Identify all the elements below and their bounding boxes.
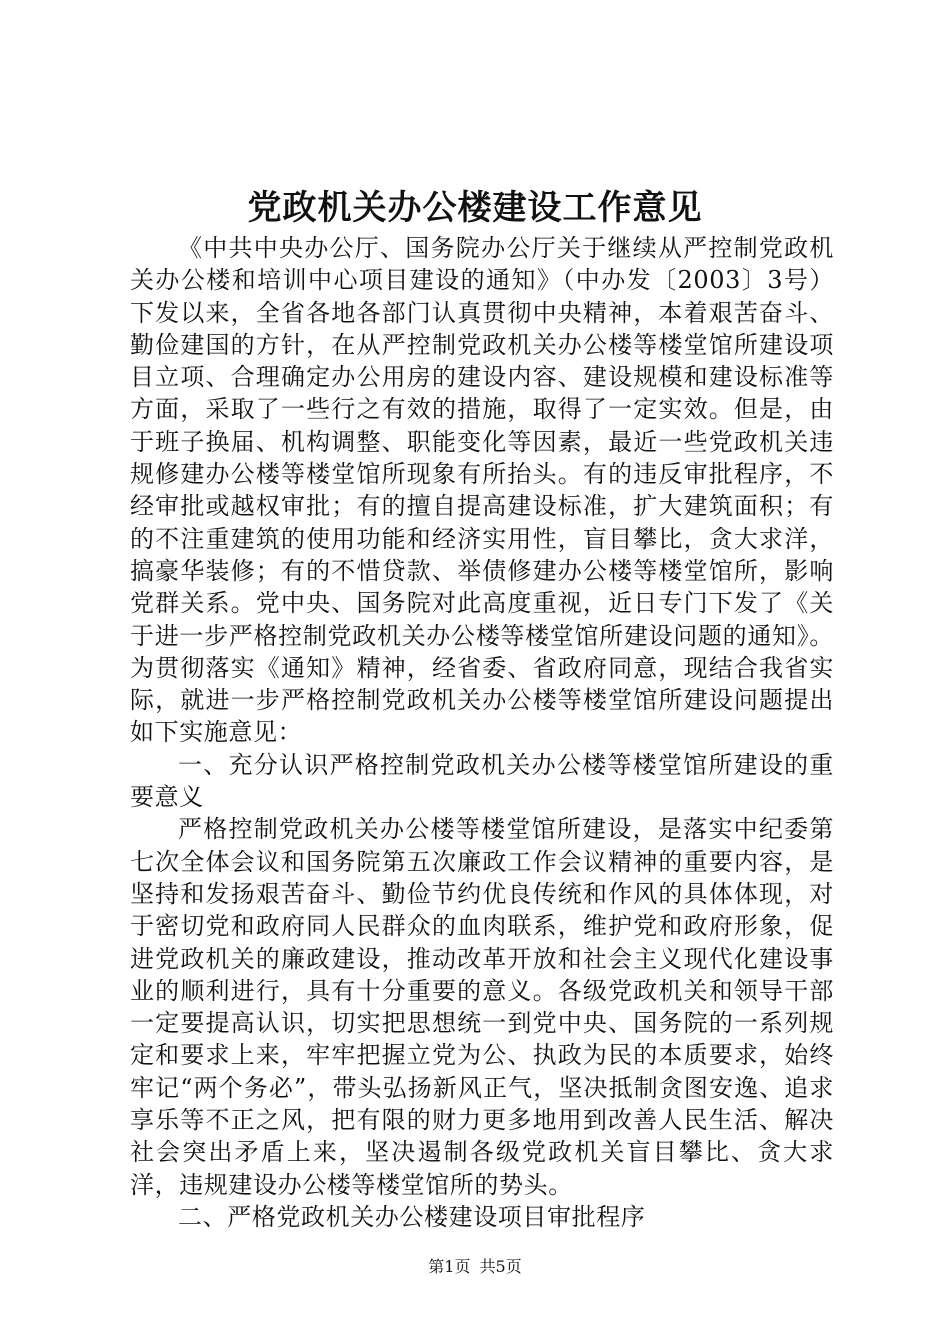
document-title: 党政机关办公楼建设工作意见 — [247, 188, 703, 228]
document-body — [130, 232, 834, 1233]
section-heading-1: 一、充分认识严格控制党政机关办公楼等楼堂馆所建设的重要意义 — [130, 750, 834, 812]
paragraph-section-1: 严格控制党政机关办公楼等楼堂馆所建设，是落实中纪委第七次全体会议和国务院第五次廉政工作会议精神的重要内容，是坚持和发扬艰苦奋斗、勤俭节约优良传统和作风的具体体现，对于密切党和政府同人民群众的血肉联系，维护党和政府形象，促进党政机关的廉政建设，推动改革开放和社会主义现代化建设事业的顺利进行，具有十分重要的意义。各级党政机关和领导干部一定要提高认识，切实把思想统一到党中央、国务院的一系列规定和要求上来，牢牢把握立党为公、执政为民的本质要求，始终牢记“两个务必”，带头弘扬新风正气，坚决抵制贪图安逸、追求享乐等不正之风，把有限的财力更多地用到改善人民生活、解决社会突出矛盾上来，坚决遏制各级党政机关盲目攀比、贪大求洋，违规建设办公楼等楼堂馆所的势头。 — [130, 815, 834, 1199]
section-heading-2: 二、严格党政机关办公楼建设项目审批程序 — [178, 1202, 646, 1231]
paragraph-intro: 《中共中央办公厅、国务院办公厅关于继续从严控制党政机关办公楼和培训中心项目建设的通知》（中办发〔2003〕3号）下发以来，全省各地各部门认真贯彻中央精神，本着艰苦奋斗、勤俭建国的方针，在从严控制党政机关办公楼等楼堂馆所建设项目立项、合理确定办公用房的建设内容、建设规模和建设标准等方面，采取了一些行之有效的措施，取得了一定实效。但是，由于班子换届、机构调整、职能变化等因素，最近一些党政机关违规修建办公楼等楼堂馆所现象有所抬头。有的违反审批程序，不经审批或越权审批；有的擅自提高建设标准，扩大建筑面积；有的不注重建筑的使用功能和经济实用性，盲目攀比，贪大求洋，搞豪华装修；有的不惜贷款、举债修建办公楼等楼堂馆所，影响党群关系。党中央、国务院对此高度重视，近日专门下发了《关于进一步严格控制党政机关办公楼等楼堂馆所建设问题的通知》。为贯彻落实《通知》精神，经省委、省政府同意，现结合我省实际，就进一步严格控制党政机关办公楼等楼堂馆所建设问题提出如下实施意见： — [130, 234, 834, 747]
page-number-footer: 第1页 共5页 — [428, 1257, 522, 1276]
